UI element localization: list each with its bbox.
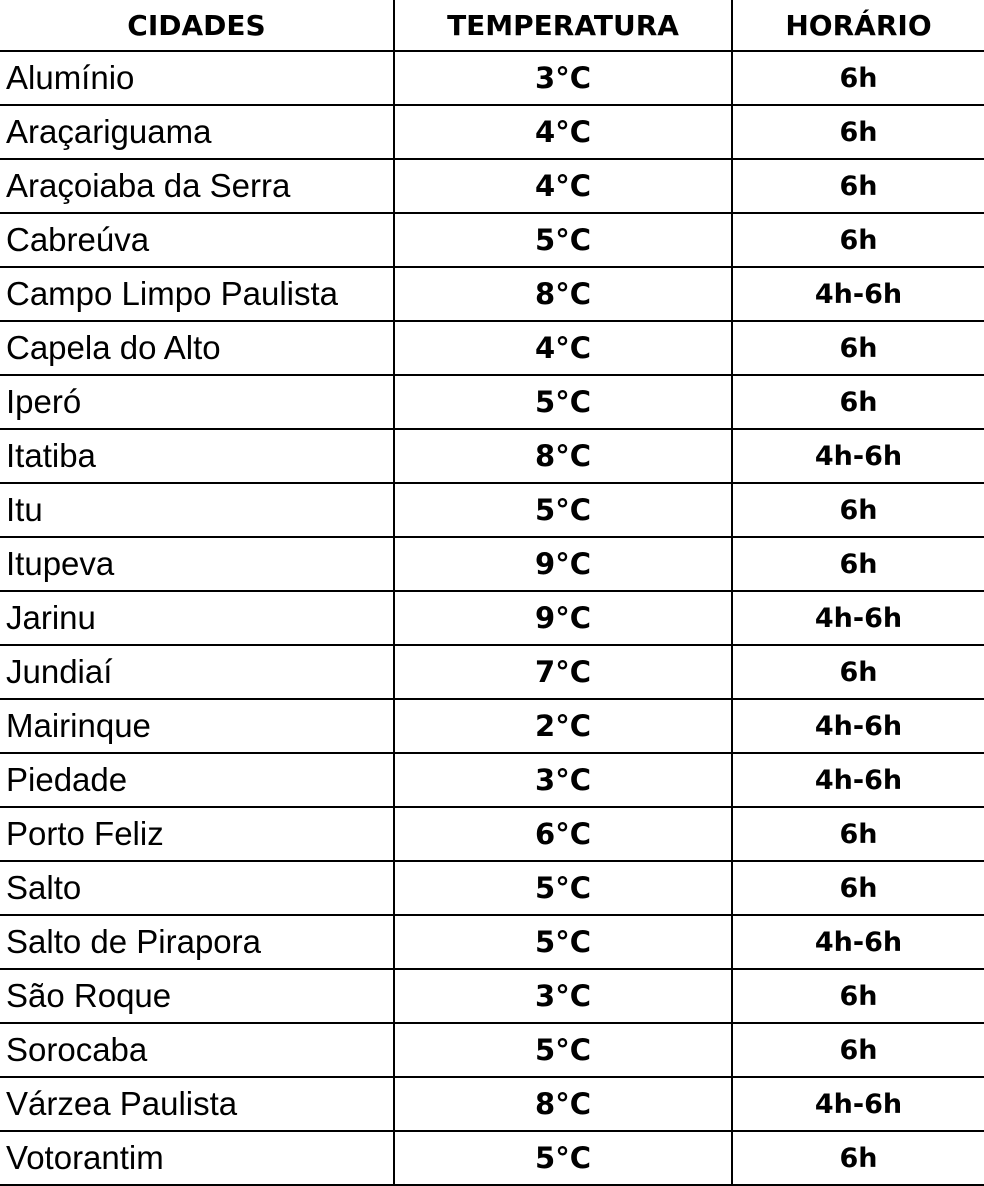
time-cell: 6h [732, 105, 984, 159]
temperature-cell: 5°C [394, 861, 732, 915]
time-cell: 6h [732, 807, 984, 861]
city-cell: Várzea Paulista [0, 1077, 394, 1131]
time-cell: 6h [732, 645, 984, 699]
time-cell: 6h [732, 51, 984, 105]
city-cell: Itu [0, 483, 394, 537]
table-row [0, 159, 984, 213]
temperature-cell: 4°C [394, 159, 732, 213]
temperature-cell: 5°C [394, 1131, 732, 1185]
table-row [0, 861, 984, 915]
temperature-cell: 8°C [394, 429, 732, 483]
temperature-cell: 5°C [394, 915, 732, 969]
column-header-horario: HORÁRIO [732, 0, 984, 51]
header-row [0, 0, 984, 51]
city-cell: Porto Feliz [0, 807, 394, 861]
city-cell: Campo Limpo Paulista [0, 267, 394, 321]
time-cell: 4h-6h [732, 699, 984, 753]
city-cell: Piedade [0, 753, 394, 807]
table-row [0, 375, 984, 429]
temperature-cell: 9°C [394, 537, 732, 591]
table-row [0, 699, 984, 753]
city-cell: Itupeva [0, 537, 394, 591]
temperature-cell: 8°C [394, 1077, 732, 1131]
table-row [0, 645, 984, 699]
time-cell: 4h-6h [732, 1077, 984, 1131]
time-cell: 6h [732, 375, 984, 429]
table-row [0, 537, 984, 591]
temperature-cell: 5°C [394, 213, 732, 267]
city-cell: Capela do Alto [0, 321, 394, 375]
temperature-cell: 8°C [394, 267, 732, 321]
time-cell: 6h [732, 1131, 984, 1185]
time-cell: 6h [732, 969, 984, 1023]
temperature-cell: 3°C [394, 969, 732, 1023]
table-row [0, 267, 984, 321]
time-cell: 6h [732, 159, 984, 213]
temperature-cell: 5°C [394, 483, 732, 537]
temperature-cell: 9°C [394, 591, 732, 645]
table-row [0, 1077, 984, 1131]
table-row [0, 1023, 984, 1077]
temperature-cell: 4°C [394, 105, 732, 159]
time-cell: 6h [732, 213, 984, 267]
city-cell: Iperó [0, 375, 394, 429]
temperature-cell: 6°C [394, 807, 732, 861]
time-cell: 4h-6h [732, 429, 984, 483]
temperature-cell: 7°C [394, 645, 732, 699]
city-cell: Cabreúva [0, 213, 394, 267]
temperature-cell: 4°C [394, 321, 732, 375]
table-row [0, 591, 984, 645]
city-cell: São Roque [0, 969, 394, 1023]
column-header-cidades: CIDADES [0, 0, 394, 51]
table-row [0, 915, 984, 969]
time-cell: 6h [732, 861, 984, 915]
city-cell: Araçariguama [0, 105, 394, 159]
time-cell: 4h-6h [732, 591, 984, 645]
time-cell: 4h-6h [732, 267, 984, 321]
city-cell: Araçoiaba da Serra [0, 159, 394, 213]
table-row [0, 321, 984, 375]
column-header-temperatura: TEMPERATURA [394, 0, 732, 51]
table-row [0, 483, 984, 537]
temperature-cell: 5°C [394, 1023, 732, 1077]
temperature-cell: 3°C [394, 51, 732, 105]
city-cell: Jarinu [0, 591, 394, 645]
time-cell: 6h [732, 483, 984, 537]
table-row [0, 969, 984, 1023]
table-row [0, 105, 984, 159]
temperature-cell: 2°C [394, 699, 732, 753]
temperature-cell: 3°C [394, 753, 732, 807]
table-row [0, 213, 984, 267]
time-cell: 6h [732, 1023, 984, 1077]
time-cell: 6h [732, 321, 984, 375]
time-cell: 6h [732, 537, 984, 591]
time-cell: 4h-6h [732, 753, 984, 807]
temperature-cell: 5°C [394, 375, 732, 429]
table-row [0, 51, 984, 105]
city-cell: Jundiaí [0, 645, 394, 699]
table-row [0, 429, 984, 483]
city-cell: Mairinque [0, 699, 394, 753]
table-row [0, 1131, 984, 1185]
table-row [0, 753, 984, 807]
city-cell: Salto [0, 861, 394, 915]
city-cell: Votorantim [0, 1131, 394, 1185]
city-cell: Alumínio [0, 51, 394, 105]
time-cell: 4h-6h [732, 915, 984, 969]
city-cell: Sorocaba [0, 1023, 394, 1077]
city-cell: Itatiba [0, 429, 394, 483]
table-row [0, 807, 984, 861]
city-cell: Salto de Pirapora [0, 915, 394, 969]
